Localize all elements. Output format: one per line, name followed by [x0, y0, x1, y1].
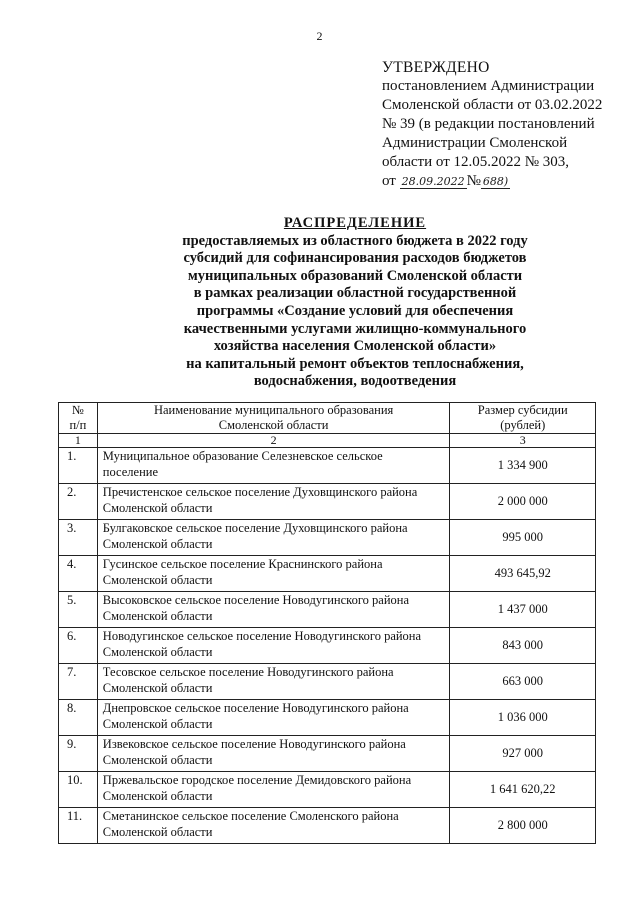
title-line: водоснабжения, водоотведения	[253, 373, 457, 390]
handwritten-number: 688)	[482, 175, 509, 188]
title-line: муниципальных образований Смоленской области	[187, 267, 523, 284]
handwritten-date: 28.09.2022	[401, 175, 465, 188]
row-number: 11.	[59, 808, 98, 844]
municipality-name-line: Смоленской области	[102, 573, 213, 587]
municipality-name	[97, 664, 450, 700]
column-number: 2	[97, 434, 450, 448]
row-number: 8.	[59, 700, 98, 736]
table-row	[59, 592, 596, 628]
municipality-name	[97, 736, 450, 772]
subsidy-amount: 995 000	[450, 520, 596, 556]
municipality-name-line: Тесовское сельское поселение Новодугинского района	[102, 665, 394, 679]
municipality-name-line: Пржевальское городское поселение Демидовского района	[102, 773, 412, 787]
subsidy-amount: 1 641 620,22	[450, 772, 596, 808]
header-amount: Размер субсидии (рублей)	[450, 403, 596, 434]
row-number: 4.	[59, 556, 98, 592]
subsidy-amount: 663 000	[450, 664, 596, 700]
municipality-name	[97, 628, 450, 664]
row-number: 2.	[59, 484, 98, 520]
subsidy-amount: 1 334 900	[450, 448, 596, 484]
row-number: 10.	[59, 772, 98, 808]
row-number: 6.	[59, 628, 98, 664]
approval-line: постановлением Администрации	[382, 78, 595, 94]
table-row	[59, 700, 596, 736]
subsidy-amount: 493 645,92	[450, 556, 596, 592]
header-num: № п/п	[59, 403, 98, 434]
approval-line: области от 12.05.2022 № 303,	[382, 154, 570, 170]
column-number: 1	[59, 434, 98, 448]
municipality-name-line: Муниципальное образование Селезневское сельское	[102, 449, 383, 463]
table-row	[59, 664, 596, 700]
municipality-name	[97, 592, 450, 628]
municipality-name-line: Извековское сельское поселение Новодугинского района	[102, 737, 406, 751]
subsidy-amount: 2 800 000	[450, 808, 596, 844]
title-line: программы «Создание условий для обеспечения	[196, 302, 514, 319]
row-number: 5.	[59, 592, 98, 628]
row-number: 3.	[59, 520, 98, 556]
municipality-name	[97, 484, 450, 520]
approval-number-label: №	[466, 173, 481, 189]
title-line: на капитальный ремонт объектов теплоснабжения,	[186, 355, 524, 372]
subsidy-amount: 1 437 000	[450, 592, 596, 628]
municipality-name-line: Смоленской области	[102, 753, 213, 767]
municipality-name-line: Сметанинское сельское поселение Смоленского района	[102, 809, 399, 823]
row-number: 9.	[59, 736, 98, 772]
approval-line: Администрации Смоленской	[382, 135, 568, 151]
distribution-table	[58, 402, 596, 844]
municipality-name-line: Смоленской области	[102, 681, 213, 695]
municipality-name-line: Пречистенское сельское поселение Духовщинского района	[102, 485, 418, 499]
municipality-name-line: Смоленской области	[102, 825, 213, 839]
table-row	[59, 772, 596, 808]
page-number: 2	[316, 29, 323, 43]
municipality-name-line: Высоковское сельское поселение Новодугинского района	[102, 593, 409, 607]
title-line: качественными услугами жилищно-коммунального	[183, 320, 527, 337]
municipality-name	[97, 448, 450, 484]
table-row	[59, 448, 596, 484]
row-number: 1.	[59, 448, 98, 484]
table-row	[59, 808, 596, 844]
municipality-name	[97, 808, 450, 844]
table-row	[59, 520, 596, 556]
title-line: в рамках реализации областной государственной	[193, 285, 517, 302]
municipality-name-line: Смоленской области	[102, 501, 213, 515]
approval-line: Смоленской области от 03.02.2022	[382, 97, 603, 113]
municipality-name	[97, 700, 450, 736]
approval-last-line	[382, 172, 632, 191]
municipality-name-line: Смоленской области	[102, 789, 213, 803]
subsidy-amount: 927 000	[450, 736, 596, 772]
approval-from-label: от	[382, 173, 396, 189]
subsidy-amount: 843 000	[450, 628, 596, 664]
municipality-name-line: Смоленской области	[102, 609, 213, 623]
subsidy-amount: 2 000 000	[450, 484, 596, 520]
municipality-name	[97, 556, 450, 592]
table-row	[59, 736, 596, 772]
title-line: хозяйства населения Смоленской области»	[213, 338, 497, 355]
approval-heading: УТВЕРЖДЕНО	[382, 59, 490, 76]
approval-stamp	[382, 58, 632, 191]
table-row	[59, 556, 596, 592]
row-number: 7.	[59, 664, 98, 700]
header-name: Наименование муниципального образования Смоленской области	[97, 403, 450, 434]
municipality-name-line: Днепровское сельское поселение Новодугинского района	[102, 701, 409, 715]
municipality-name-line: поселение	[102, 465, 159, 479]
municipality-name-line: Новодугинское сельское поселение Новодугинского района	[102, 629, 422, 643]
municipality-name-line: Смоленской области	[102, 717, 213, 731]
municipality-name-line: Смоленской области	[102, 537, 213, 551]
municipality-name-line: Гусинское сельское поселение Краснинского района	[102, 557, 383, 571]
title-line: предоставляемых из областного бюджета в 2022 году	[182, 232, 528, 249]
table-row	[59, 628, 596, 664]
municipality-name	[97, 520, 450, 556]
table-header-row	[59, 403, 596, 434]
column-number: 3	[450, 434, 596, 448]
title-line: субсидий для софинансирования расходов бюджетов	[183, 250, 527, 267]
document-title-block	[150, 215, 560, 391]
approval-line: № 39 (в редакции постановлений	[382, 116, 595, 132]
municipality-name-line: Смоленской области	[102, 645, 213, 659]
municipality-name-line: Булгаковское сельское поселение Духовщинского района	[102, 521, 408, 535]
table-row	[59, 484, 596, 520]
municipality-name	[97, 772, 450, 808]
column-number-row	[59, 434, 596, 448]
subsidy-amount: 1 036 000	[450, 700, 596, 736]
document-title: РАСПРЕДЕЛЕНИЕ	[283, 215, 427, 231]
